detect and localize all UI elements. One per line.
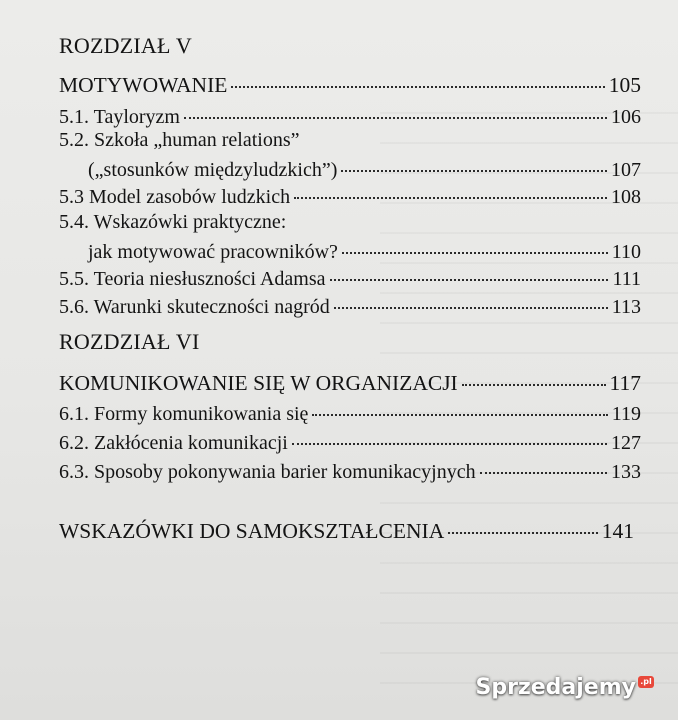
toc-entry-5-2-line1: 5.2. Szkoła „human relations” bbox=[59, 129, 300, 151]
entry-page-number: 141 bbox=[601, 519, 634, 543]
watermark-text: Sprzedajemy bbox=[475, 675, 636, 700]
entry-label: 5.6. Warunki skuteczności nagród bbox=[59, 296, 330, 318]
entry-page-number: 106 bbox=[611, 106, 641, 128]
leader-dots bbox=[342, 252, 608, 254]
entry-label: jak motywować pracowników? bbox=[88, 241, 338, 263]
entry-label: KOMUNIKOWANIE SIĘ W ORGANIZACJI bbox=[59, 371, 458, 395]
leader-dots bbox=[462, 384, 606, 386]
self-study-entry bbox=[59, 519, 634, 544]
chapter-5-title-entry bbox=[59, 73, 641, 98]
sprzedajemy-watermark bbox=[476, 675, 655, 700]
toc-entry-5-6 bbox=[59, 296, 641, 319]
entry-label: 6.2. Zakłócenia komunikacji bbox=[59, 432, 288, 454]
leader-dots bbox=[184, 117, 607, 119]
toc-entry-5-4-line1: 5.4. Wskazówki praktyczne: bbox=[59, 211, 287, 233]
leader-dots bbox=[312, 414, 607, 416]
leader-dots bbox=[480, 472, 607, 474]
entry-label: 6.3. Sposoby pokonywania barier komunikacyjnych bbox=[59, 461, 476, 483]
entry-page-number: 113 bbox=[611, 296, 641, 318]
entry-page-number: 111 bbox=[612, 268, 641, 290]
chapter-6-heading: ROZDZIAŁ VI bbox=[59, 329, 200, 354]
leader-dots bbox=[231, 86, 604, 88]
entry-label: („stosunków międzyludzkich”) bbox=[88, 159, 338, 181]
entry-label: 5.1. Tayloryzm bbox=[59, 106, 180, 128]
leader-dots bbox=[341, 170, 607, 172]
entry-page-number: 107 bbox=[611, 159, 641, 181]
entry-label: WSKAZÓWKI DO SAMOKSZTAŁCENIA bbox=[59, 519, 445, 543]
toc-entry-5-1 bbox=[59, 106, 641, 129]
entry-page-number: 119 bbox=[611, 403, 641, 425]
leader-dots bbox=[294, 197, 607, 199]
entry-label: 5.3 Model zasobów ludzkich bbox=[59, 186, 291, 208]
watermark-badge: .pl bbox=[638, 676, 654, 688]
toc-entry-6-3 bbox=[59, 461, 641, 484]
entry-page-number: 117 bbox=[609, 371, 641, 395]
entry-label: 5.5. Teoria niesłuszności Adamsa bbox=[59, 268, 326, 290]
leader-dots bbox=[292, 443, 607, 445]
entry-label: 6.1. Formy komunikowania się bbox=[59, 403, 309, 425]
entry-page-number: 133 bbox=[611, 461, 641, 483]
toc-entry-5-3 bbox=[59, 186, 641, 209]
entry-label: MOTYWOWANIE bbox=[59, 73, 228, 97]
entry-page-number: 127 bbox=[611, 432, 641, 454]
chapter-5-heading: ROZDZIAŁ V bbox=[59, 33, 192, 58]
entry-page-number: 110 bbox=[611, 241, 641, 263]
toc-entry-6-1 bbox=[59, 403, 641, 426]
toc-entry-6-2 bbox=[59, 432, 641, 455]
toc-entry-5-5 bbox=[59, 268, 641, 291]
toc-entry-5-2 bbox=[88, 159, 641, 182]
leader-dots bbox=[448, 532, 598, 534]
entry-page-number: 105 bbox=[608, 73, 641, 97]
chapter-6-title-entry bbox=[59, 371, 641, 396]
toc-entry-5-4 bbox=[88, 241, 641, 264]
leader-dots bbox=[334, 307, 608, 309]
leader-dots bbox=[330, 279, 609, 281]
entry-page-number: 108 bbox=[611, 186, 641, 208]
